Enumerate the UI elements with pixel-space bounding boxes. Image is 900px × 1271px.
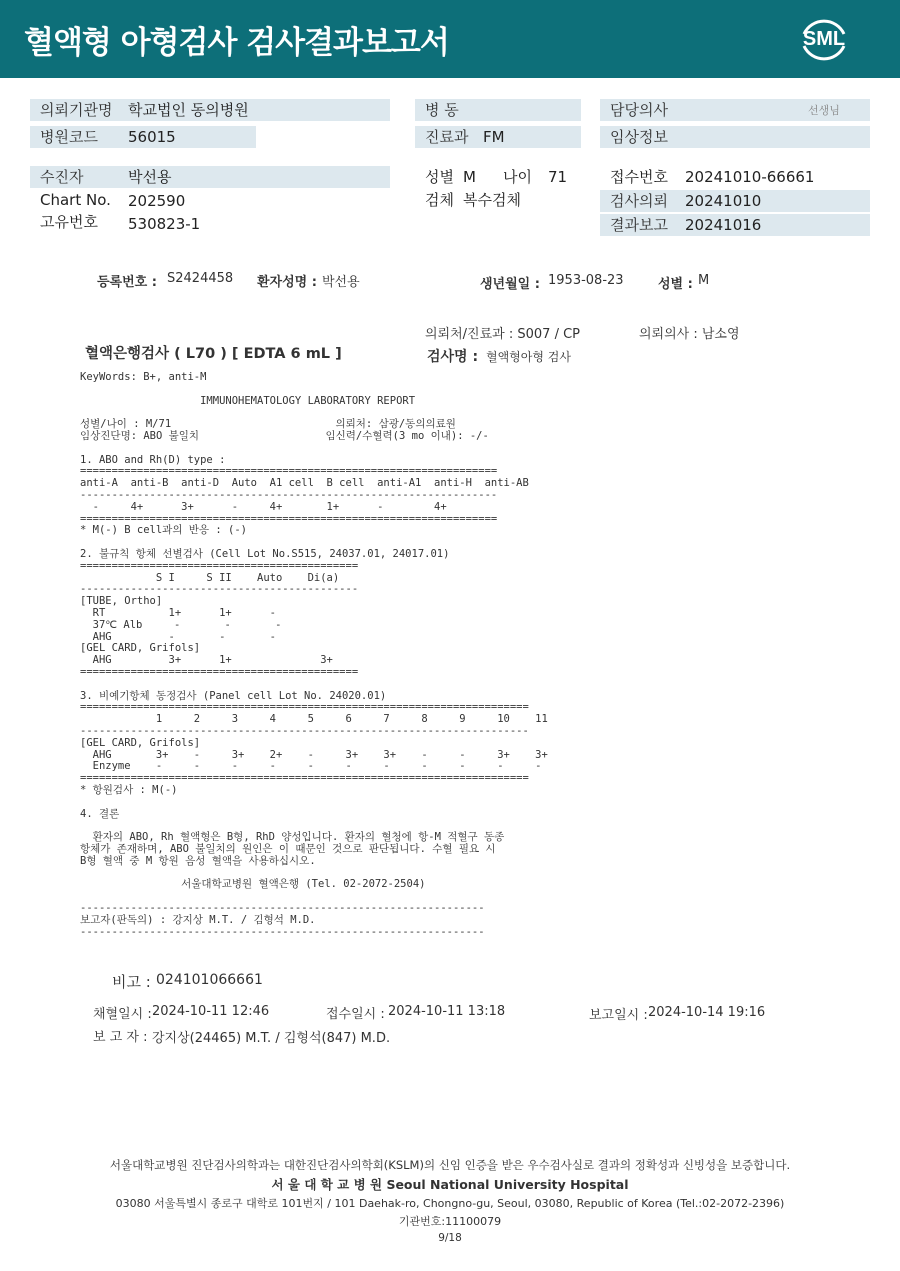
doctor-suffix: 선생님: [808, 104, 840, 117]
report-line: 4. 결론: [80, 807, 120, 820]
remark-value: 024101066661: [156, 972, 263, 988]
institution-field: [30, 99, 390, 121]
report-line: anti-A anti-B anti-D Auto A1 cell B cell anti-A1 anti-H anti-AB: [80, 477, 529, 490]
report-line: IMMUNOHEMATOLOGY LABORATORY REPORT: [80, 394, 416, 407]
report-title: 혈액형 아형검사 검사결과보고서: [24, 25, 449, 61]
reg-label: 등록번호 :: [97, 275, 157, 290]
footer-line4: 기관번호:11100079: [398, 1215, 502, 1228]
report-line: AHG 3+ - 3+ 2+ - 3+ 3+ - - 3+ 3+: [80, 748, 548, 761]
req-dept: 의뢰처/진료과 : S007 / CP: [425, 327, 580, 342]
report-line: -----------------------------------------------------------------------: [80, 725, 529, 737]
footer-line3: 03080 서울특별시 종로구 대학로 101번지 / 101 Daehak-ro, Chongno-gu, Seoul, 03080, Republic of Korea (Tel.:02-2072-2396): [115, 1197, 785, 1210]
report-line: - 4+ 3+ - 4+ 1+ - 4+: [80, 500, 447, 513]
reg-value: S2424458: [167, 271, 234, 286]
result-field: [600, 214, 870, 236]
report-line: ----------------------------------------------------------------: [80, 925, 485, 938]
receipt-value: 20241010-66661: [685, 168, 815, 186]
doctor-label: 담당의사: [610, 101, 668, 119]
report-line: =======================================================================: [80, 701, 529, 714]
institution-label: 의뢰기관명: [40, 101, 113, 119]
report-line: B형 혈액 중 M 항원 음성 혈액을 사용하십시오.: [80, 854, 316, 867]
report-line: [GEL CARD, Grifols]: [80, 736, 201, 749]
report-line: 서울대학교병원 혈액은행 (Tel. 02-2072-2504): [80, 878, 426, 891]
age-label: 나이: [503, 168, 532, 186]
test-title: 혈액은행검사 ( L70 ) [ EDTA 6 mL ]: [85, 346, 342, 362]
doctor-field: [600, 99, 870, 121]
sex-value: M: [463, 168, 476, 186]
report-line: 항체가 존재하며, ABO 불일치의 원인은 이 때문인 것으로 판단됩니다. 수혈 필요 시: [80, 843, 496, 855]
report-line: --------------------------------------------: [80, 583, 359, 596]
report-line: ==================================================================: [80, 465, 498, 478]
chart-label: Chart No.: [40, 191, 111, 209]
report-line: 임상진단명: ABO 불일치 임신력/수혈력(3 mo 이내): -/-: [80, 430, 489, 442]
remark-label: 비고 :: [112, 973, 151, 991]
reporter-value: 강지상(24465) M.T. / 김형석(847) M.D.: [152, 1031, 391, 1046]
reporter-label: 보 고 자 :: [93, 1030, 148, 1045]
report-line: * M(-) B cell과의 반응 : (-): [80, 524, 248, 537]
report-line: AHG 3+ 1+ 3+: [80, 654, 333, 667]
report-line: 성별/나이 : M/71 의뢰처: 삼광/동의의료원: [80, 418, 456, 431]
chart-value: 202590: [128, 192, 186, 210]
hospital-code-field: [30, 126, 256, 148]
collect-value: 2024-10-11 12:46: [152, 1004, 270, 1019]
report-line: 37℃ Alb - - -: [80, 618, 282, 631]
scan-sex-value: M: [698, 273, 710, 288]
report-line: 1 2 3 4 5 6 7 8 9 10 11: [80, 713, 548, 726]
request-value: 20241010: [685, 192, 762, 210]
report-line: [TUBE, Ortho]: [80, 595, 163, 608]
report-line: RT 1+ 1+ -: [80, 607, 276, 619]
report-line: Enzyme - - - - - - - - - - -: [80, 760, 542, 773]
ward-label: 병 동: [425, 101, 459, 119]
specimen-value: 복수검체: [463, 191, 521, 209]
test-name-label: 검사명 :: [427, 349, 479, 365]
logo-text: SML: [802, 28, 846, 50]
header-bar: [0, 0, 900, 78]
report-line: 3. 비예기항체 동정검사 (Panel cell Lot No. 24020.01): [80, 689, 387, 702]
request-field: [600, 190, 870, 212]
clinical-field: [600, 126, 870, 148]
report-line: ==================================================================: [80, 512, 498, 525]
dob-value: 1953-08-23: [548, 273, 624, 288]
hospital-code-label: 병원코드: [40, 128, 98, 146]
footer-line1: 서울대학교병원 진단검사의학과는 대한진단검사의학회(KSLM)의 신임 인증을 받은 우수검사실로 결과의 정확성과 신빙성을 보증합니다.: [109, 1158, 791, 1172]
report-label: 보고일시 :: [589, 1008, 648, 1023]
report-line: KeyWords: B+, anti-M: [80, 371, 207, 383]
test-name-value: 혈액형아형 검사: [486, 350, 571, 364]
report-line: ----------------------------------------------------------------: [80, 902, 485, 914]
dept-label: 진료과: [425, 128, 469, 146]
patient-field: [30, 166, 390, 188]
patient-label: 수진자: [40, 168, 84, 186]
hospital-code-value: 56015: [128, 128, 176, 146]
result-label: 결과보고: [610, 216, 668, 234]
report-line: * 항원검사 : M(-): [80, 784, 178, 796]
specimen-label: 검체: [425, 191, 454, 209]
patient-value: 박선용: [128, 168, 172, 186]
ward-field: [415, 99, 581, 121]
page-number: 9/18: [438, 1232, 462, 1244]
sml-logo: [796, 12, 852, 68]
receipt-label: 접수번호: [610, 168, 668, 186]
report-line: ============================================: [80, 559, 359, 572]
unique-value: 530823-1: [128, 215, 201, 233]
dob-label: 생년월일 :: [480, 277, 540, 292]
receive-value: 2024-10-11 13:18: [388, 1004, 506, 1019]
report-line: =======================================================================: [80, 772, 529, 785]
sex-label: 성별: [425, 168, 454, 186]
receive-label: 접수일시 :: [326, 1007, 385, 1022]
report-value: 2024-10-14 19:16: [648, 1005, 766, 1020]
dept-field: [415, 126, 581, 148]
age-value: 71: [548, 168, 568, 186]
req-doctor: 의뢰의사 : 남소영: [639, 327, 740, 342]
report-line: 환자의 ABO, Rh 혈액형은 B형, RhD 양성입니다. 환자의 혈청에 항-M 적혈구 동종: [80, 831, 505, 844]
report-line: [GEL CARD, Grifols]: [80, 642, 201, 655]
institution-value: 학교법인 동의병원: [128, 101, 249, 119]
name-value: 박선용: [322, 275, 360, 290]
unique-label: 고유번호: [40, 213, 98, 231]
clinical-label: 임상정보: [610, 128, 668, 146]
scan-sex-label: 성별 :: [658, 277, 693, 292]
report-line: 2. 불규칙 항체 선별검사 (Cell Lot No.S515, 24037.01, 24017.01): [80, 548, 450, 560]
report-line: 보고자(판독의) : 강지상 M.T. / 김형석 M.D.: [80, 913, 316, 926]
result-value: 20241016: [685, 216, 762, 234]
dept-value: FM: [483, 128, 505, 146]
request-label: 검사의뢰: [610, 192, 668, 210]
report-line: AHG - - -: [80, 630, 276, 643]
report-line: ------------------------------------------------------------------: [80, 489, 498, 501]
report-line: ============================================: [80, 666, 359, 678]
name-label: 환자성명 :: [257, 275, 317, 290]
report-line: 1. ABO and Rh(D) type :: [80, 453, 226, 466]
collect-label: 채혈일시 :: [93, 1007, 152, 1022]
report-line: S I S II Auto Di(a): [80, 571, 340, 584]
footer-line2: 서 울 대 학 교 병 원 Seoul National University Hospital: [271, 1177, 629, 1192]
